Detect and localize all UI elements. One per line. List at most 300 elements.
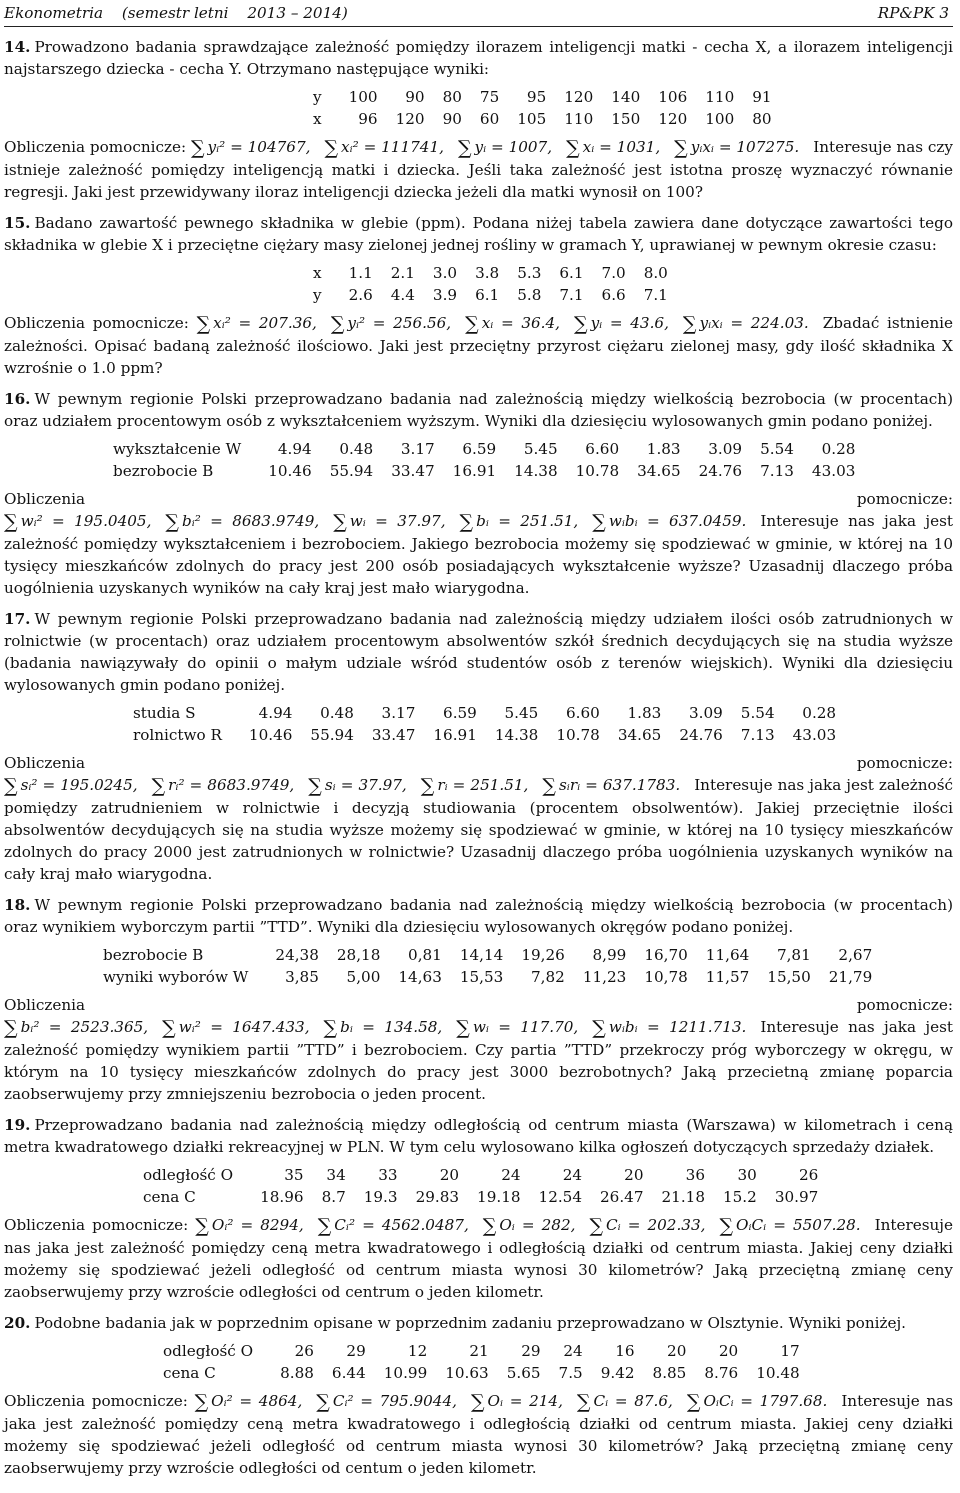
header-years: 2013 – 2014) [247, 4, 348, 22]
sum-icon: ∑ [333, 511, 347, 533]
row-label: bezrobocie B [113, 462, 214, 480]
sum-expression [195, 1215, 304, 1237]
table-cell: 100 [348, 88, 378, 106]
table-cell: 33 [378, 1166, 398, 1184]
table-cell: 0,81 [408, 946, 442, 964]
sum-value: yᵢxᵢ = 224.03. [699, 314, 809, 332]
table-row [304, 86, 781, 108]
table-cell: 7.13 [740, 726, 775, 744]
table-cell: 4.4 [390, 286, 415, 304]
table-cell: 3,85 [285, 968, 319, 986]
sum-expression [162, 1017, 310, 1039]
table-cell: 8.76 [704, 1364, 739, 1382]
calc-label: Obliczenia pomocnicze: [4, 754, 953, 772]
sum-value: Oᵢ = 214, [487, 1392, 563, 1410]
table-cell: 14,14 [459, 946, 504, 964]
sum-value: bᵢ² = 8683.9749, [181, 512, 320, 530]
table-cell: 1.83 [627, 704, 662, 722]
table-cell: 8.88 [280, 1364, 314, 1382]
sum-value: wᵢbᵢ = 1211.713. [608, 1018, 747, 1036]
table-cell: 5.45 [504, 704, 539, 722]
table-cell: 15.2 [722, 1188, 757, 1206]
row-label: wyniki wyborów W [103, 968, 249, 986]
problem-number: 15. [4, 214, 31, 232]
table-cell: 80 [752, 110, 772, 128]
row-label: y [313, 286, 322, 304]
table-cell: 95 [526, 88, 547, 106]
sum-value: OᵢCᵢ = 5507.28. [736, 1216, 861, 1234]
sum-value: Oᵢ = 282, [499, 1216, 576, 1234]
sum-expression [323, 1017, 443, 1039]
table-cell: 43.03 [811, 462, 856, 480]
table-cell: 6.60 [566, 704, 600, 722]
problem-intro [4, 212, 953, 256]
table-row [304, 262, 677, 284]
table-cell: 6.59 [462, 440, 497, 458]
table-cell: 14.38 [514, 462, 558, 480]
table-cell: 34.65 [637, 462, 681, 480]
sum-value: Oᵢ² = 4864, [211, 1392, 303, 1410]
table-cell: 19.3 [363, 1188, 398, 1206]
sum-icon: ∑ [165, 511, 179, 533]
table-cell: 43.03 [792, 726, 837, 744]
table-cell: 3.9 [432, 286, 458, 304]
calculations [4, 312, 953, 379]
sum-icon: ∑ [317, 1215, 332, 1237]
table-cell: 14,63 [398, 968, 442, 986]
table-cell: 35 [284, 1166, 304, 1184]
sum-icon: ∑ [482, 1215, 497, 1237]
table-cell: 33.47 [371, 726, 416, 744]
table-cell: 26.47 [600, 1188, 644, 1206]
table-cell: 55.94 [329, 462, 374, 480]
sum-value: sᵢ = 37.97, [324, 776, 407, 794]
calc-label: Obliczenia pomocnicze: [4, 138, 187, 156]
sum-icon: ∑ [151, 775, 166, 797]
sum-icon: ∑ [457, 137, 472, 159]
problem-text: Podobne badania jak w poprzednim opisane w poprzednim zadaniu przeprowadzano w Olsztynie. Wyniki poniżej. [34, 1314, 906, 1332]
sum-value: xᵢ = 1031, [582, 138, 661, 156]
table-cell: 29 [521, 1342, 541, 1360]
sum-icon: ∑ [589, 1215, 604, 1237]
sum-icon: ∑ [316, 1391, 330, 1413]
problem-intro [4, 608, 953, 696]
row-label: rolnictwo R [133, 726, 222, 744]
table-cell: 34 [326, 1166, 346, 1184]
table-cell: 3.09 [688, 704, 723, 722]
problem-question: Interesuje nas jaka jest zależność pomiędzy ceną metra kwadratowego i odległością działki od centrum miasta. Jakiej ceny działki możemy się spodziewać jeżeli odległość od centrum miasta wynosi 30 kilometrów? Jaką przeciętną zmianę ceny zaobserwujemy przy wzroście odległości od centrum o jeden kilometr. [4, 1216, 953, 1301]
table-row [104, 438, 864, 460]
table-cell: 9.42 [600, 1364, 635, 1382]
table-row [134, 1164, 827, 1186]
table-cell: 5.8 [517, 286, 542, 304]
sum-expression [682, 313, 809, 335]
table-cell: 96 [358, 110, 378, 128]
table-cell: 7.0 [601, 264, 626, 282]
calc-label: Obliczenia pomocnicze: [4, 490, 953, 508]
table-cell: 106 [658, 88, 688, 106]
calculations [4, 752, 953, 885]
table-cell: 20 [667, 1342, 687, 1360]
problem-number: 16. [4, 390, 31, 408]
table-cell: 0.48 [320, 704, 354, 722]
table-cell: 3.17 [381, 704, 416, 722]
table-cell: 26 [294, 1342, 314, 1360]
sum-value: Cᵢ² = 795.9044, [332, 1392, 457, 1410]
row-label: studia S [133, 704, 196, 722]
table-row [104, 460, 864, 482]
sum-value: rᵢ² = 8683.9749, [168, 776, 295, 794]
table-cell: 24,38 [275, 946, 319, 964]
table-cell: 0.48 [339, 440, 374, 458]
sum-value: yᵢ² = 256.56, [347, 314, 452, 332]
data-table [304, 86, 781, 130]
sum-expression [420, 775, 529, 797]
table-cell: 16,70 [644, 946, 688, 964]
problem-text: Prowadzono badania sprawdzające zależność pomiędzy ilorazem inteligencji matki - cecha X, a ilorazem inteligencji najstarszego dziecka - cecha Y. Otrzymano następujące wyniki: [4, 38, 953, 78]
table-row [154, 1340, 809, 1362]
sum-value: OᵢCᵢ = 1797.68. [703, 1392, 828, 1410]
sum-expression [592, 511, 747, 533]
table-cell: 120 [564, 88, 594, 106]
sum-expression [316, 1391, 457, 1413]
table-cell: 120 [658, 110, 688, 128]
sum-icon: ∑ [162, 1017, 176, 1039]
table-cell: 14.38 [494, 726, 539, 744]
calculations [4, 136, 953, 203]
table-cell: 6.1 [559, 264, 584, 282]
sum-icon: ∑ [574, 313, 588, 335]
row-label: odległość O [143, 1166, 234, 1184]
table-cell: 120 [395, 110, 425, 128]
table-cell: 3.17 [400, 440, 435, 458]
problem-text: Badano zawartość pewnego składnika w glebie (ppm). Podana niżej tabela zawiera dane dotyczące zawartości tego składnika w glebie X i przeciętne ciężary masy zielonej jednej rośliny w gramach Y, uprawianej w pewnym okresie czasu: [4, 214, 953, 254]
table-cell: 10.78 [575, 462, 620, 480]
sum-expression [165, 511, 320, 533]
table-cell: 3.0 [432, 264, 458, 282]
table-cell: 6.44 [331, 1364, 366, 1382]
problem-6 [4, 1312, 953, 1479]
sum-value: yᵢ² = 104767, [207, 138, 311, 156]
problem-intro [4, 894, 953, 938]
sum-icon: ∑ [324, 137, 339, 159]
table-cell: 7.1 [559, 286, 584, 304]
sum-icon: ∑ [592, 1017, 606, 1039]
table-cell: 90 [442, 110, 462, 128]
table-cell: 2.1 [390, 264, 415, 282]
sum-value: Cᵢ = 202.33, [606, 1216, 706, 1234]
row-label: y [313, 88, 322, 106]
table-cell: 140 [611, 88, 641, 106]
problem-number: 14. [4, 38, 31, 56]
row-label: cena C [143, 1188, 196, 1206]
calc-label: Obliczenia pomocnicze: [4, 1392, 188, 1410]
problem-0 [4, 36, 953, 203]
table-cell: 11,23 [582, 968, 627, 986]
sum-value: xᵢ² = 207.36, [213, 314, 317, 332]
table-cell: 16.91 [452, 462, 497, 480]
row-label: wykształcenie W [113, 440, 242, 458]
problem-question: Zbadać istnienie zależności. Opisać badaną zależność ilościowo. Jaki jest przeciętny przyrost ciężaru zielonej masy, gdy ilość składnika X wzrośnie o 1.0 ppm? [4, 314, 954, 377]
sum-expression [196, 313, 317, 335]
sum-value: yᵢ = 1007, [474, 138, 553, 156]
table-cell: 60 [479, 110, 500, 128]
table-cell: 91 [752, 88, 772, 106]
table-cell: 150 [611, 110, 641, 128]
table-cell: 20 [439, 1166, 460, 1184]
table-cell: 1.1 [348, 264, 373, 282]
table-cell: 5.65 [506, 1364, 541, 1382]
data-table [154, 1340, 809, 1384]
sum-value: xᵢ = 36.4, [481, 314, 561, 332]
sum-value: wᵢ = 37.97, [349, 512, 446, 530]
sum-value: Cᵢ² = 4562.0487, [334, 1216, 469, 1234]
table-cell: 4.94 [258, 704, 293, 722]
table-cell: 21.18 [661, 1188, 705, 1206]
table-cell: 6.6 [601, 286, 626, 304]
sum-value: wᵢ² = 195.0405, [20, 512, 152, 530]
table-cell: 8.7 [321, 1188, 346, 1206]
sum-icon: ∑ [686, 1391, 701, 1413]
table-cell: 110 [705, 88, 735, 106]
sum-icon: ∑ [196, 313, 211, 335]
problem-question: Interesuje nas jaka jest zależność pomiędzy wynikiem partii ”TTD” i bezrobociem. Czy partia ”TTD” przekroczy próg wyborczegy w okręgu, w którym na 10 tysięcy mieszkańców zdolnych do pracy jest 3000 bezrobotnych? Jaką przecietną zmianę poparcia zaobserwujemy przy zmniejszeniu bezrobocia o jeden procent. [4, 1018, 953, 1103]
table-cell: 24 [562, 1166, 583, 1184]
sum-icon: ∑ [194, 1391, 209, 1413]
sum-expression [190, 137, 311, 159]
problem-3 [4, 608, 953, 885]
table-cell: 24.76 [679, 726, 723, 744]
sum-value: xᵢ² = 111741, [341, 138, 444, 156]
problem-4 [4, 894, 953, 1105]
table-cell: 8.85 [652, 1364, 687, 1382]
table-cell: 11,57 [705, 968, 750, 986]
sum-expression [589, 1215, 706, 1237]
problem-intro [4, 1114, 953, 1158]
table-cell: 24 [563, 1342, 583, 1360]
sum-icon: ∑ [542, 775, 556, 797]
calc-label: Obliczenia pomocnicze: [4, 314, 189, 332]
table-row [134, 1186, 827, 1208]
table-cell: 12 [407, 1342, 428, 1360]
sum-value: yᵢxᵢ = 107275. [690, 138, 800, 156]
table-cell: 10,78 [644, 968, 688, 986]
table-cell: 29 [346, 1342, 366, 1360]
table-cell: 7.5 [558, 1364, 583, 1382]
row-label: odległość O [163, 1342, 254, 1360]
sum-expression [542, 775, 681, 797]
problem-intro [4, 1312, 953, 1334]
sum-expression [686, 1391, 828, 1413]
table-cell: 21 [469, 1342, 489, 1360]
sum-expression [719, 1215, 861, 1237]
table-cell: 19,26 [521, 946, 565, 964]
problem-text: W pewnym regionie Polski przeprowadzano badania nad zależnością między wielkością bezrobocia (w procentach) oraz wynikiem wyborczym partii ”TTD”. Wyniki dla dziesięciu wylosowanych okręgów podano poniżej. [4, 896, 953, 936]
sum-expression [4, 1017, 149, 1039]
sum-icon: ∑ [4, 511, 18, 533]
row-label: x [313, 110, 322, 128]
table-cell: 8,99 [592, 946, 627, 964]
table-cell: 10.63 [445, 1364, 489, 1382]
sum-expression [308, 775, 407, 797]
table-cell: 100 [705, 110, 735, 128]
sum-expression [465, 313, 561, 335]
problem-question: Interesuje nas czy istnieje zależność pomiędzy inteligencją matki i dziecka. Jeśli taka zależność jest istotna proszę wyznaczyć równanie regresji. Jaki jest przewidywany iloraz inteligencji dziecka jeżeli dla matki wynosił on 100? [4, 138, 953, 201]
problem-number: 17. [4, 610, 31, 628]
sum-expression [574, 313, 669, 335]
table-cell: 7.13 [760, 462, 794, 480]
sum-expression [482, 1215, 576, 1237]
sum-expression [470, 1391, 563, 1413]
sum-icon: ∑ [4, 775, 18, 797]
sum-icon: ∑ [420, 775, 435, 797]
table-cell: 33.47 [391, 462, 435, 480]
table-cell: 8.0 [643, 264, 668, 282]
table-cell: 0.28 [802, 704, 837, 722]
sum-icon: ∑ [323, 1017, 338, 1039]
sum-icon: ∑ [566, 137, 580, 159]
sum-icon: ∑ [4, 1017, 18, 1039]
sum-value: yᵢ = 43.6, [590, 314, 669, 332]
sum-icon: ∑ [459, 511, 474, 533]
table-cell: 24 [501, 1166, 521, 1184]
sum-expression [4, 775, 138, 797]
sum-expression [674, 137, 800, 159]
calculations [4, 488, 953, 599]
sum-expression [459, 511, 579, 533]
calculations [4, 994, 953, 1105]
sum-expression [151, 775, 295, 797]
sum-icon: ∑ [195, 1215, 209, 1237]
table-row [124, 724, 845, 746]
sum-value: Cᵢ = 87.6, [593, 1392, 673, 1410]
table-cell: 105 [517, 110, 547, 128]
sum-icon: ∑ [190, 137, 205, 159]
sum-expression [576, 1391, 673, 1413]
sum-value: wᵢ² = 1647.433, [178, 1018, 310, 1036]
table-cell: 2.6 [348, 286, 373, 304]
table-cell: 10.99 [383, 1364, 428, 1382]
header-authors: RP&PK 3 [877, 4, 949, 22]
table-cell: 20 [624, 1166, 644, 1184]
problem-text: W pewnym regionie Polski przeprowadzano badania nad zależnością między udziałem ilości osób zatrudnionych w rolnictwie (w procentach) oraz udziałem procentowym absolwentów szkół średnich decydujących się na studia wyższe (badania nawiązywały do opinii o małym udziale wśród studentów osób z terenów wiejskich). Wyniki dla dziesięciu wylosowanych gmin podano poniżej. [4, 610, 953, 694]
sum-icon: ∑ [719, 1215, 734, 1237]
table-cell: 75 [479, 88, 500, 106]
table-row [94, 966, 881, 988]
table-cell: 10.78 [556, 726, 600, 744]
problem-intro [4, 388, 953, 432]
table-row [154, 1362, 809, 1384]
table-cell: 6.59 [443, 704, 477, 722]
header-semester: (semestr letni [121, 4, 229, 22]
table-cell: 28,18 [336, 946, 381, 964]
table-cell: 0.28 [821, 440, 856, 458]
problem-number: 19. [4, 1116, 31, 1134]
table-cell: 18.96 [260, 1188, 304, 1206]
table-cell: 10.48 [756, 1364, 800, 1382]
sum-expression [194, 1391, 303, 1413]
row-label: cena C [163, 1364, 216, 1382]
sum-icon: ∑ [470, 1391, 485, 1413]
table-cell: 15,50 [767, 968, 811, 986]
problem-5 [4, 1114, 953, 1303]
sum-value: rᵢ = 251.51, [437, 776, 529, 794]
table-cell: 3.8 [475, 264, 500, 282]
problem-intro [4, 36, 953, 80]
sum-icon: ∑ [308, 775, 322, 797]
sum-expression [333, 511, 446, 533]
table-cell: 11,64 [705, 946, 750, 964]
table-cell: 7,81 [776, 946, 811, 964]
table-cell: 6.60 [585, 440, 620, 458]
problem-question: Interesuje nas jaka jest zależność pomiędzy ceną metra kwadratowego i odległością działki od centrum miasta. Jakiej ceny działki możemy się spodziewać jeżeli odległość od centrum miasta wynosi 30 kilometrów? Jaką przeciętną zmianę ceny zaobserwujemy przy wzroście odległości od centum o jeden kilometr. [4, 1392, 953, 1477]
table-cell: 80 [442, 88, 462, 106]
sum-value: bᵢ² = 2523.365, [20, 1018, 149, 1036]
problem-question: Interesuje nas jaka jest zależność pomiędzy zatrudnieniem w rolnictwie i decyzją studiowania (procentem obsolwentów). Jakiej przeciętnie ilości absolwentów decydujących się na studia wyższe możemy się spodziewać w gminie, w której na 10 tysięcy mieszkańców zdolnych do pracy 2000 jest zatrudnionych w rolnictwie? Uzasadnij dlaczego próba uogólnienia uzyskanych wyników na cały kraj mało wiarygodna. [4, 776, 954, 883]
sum-expression [324, 137, 444, 159]
table-cell: 16 [615, 1342, 635, 1360]
sum-expression [566, 137, 661, 159]
table-cell: 55.94 [310, 726, 354, 744]
table-cell: 7.1 [643, 286, 668, 304]
table-cell: 19.18 [477, 1188, 521, 1206]
sum-expression [4, 511, 152, 533]
table-cell: 17 [780, 1342, 800, 1360]
table-cell: 5.54 [760, 440, 794, 458]
table-cell: 5.3 [517, 264, 542, 282]
table-cell: 5.54 [740, 704, 775, 722]
sum-icon: ∑ [465, 313, 479, 335]
table-cell: 20 [718, 1342, 739, 1360]
table-cell: 1.83 [646, 440, 681, 458]
sum-icon: ∑ [330, 313, 345, 335]
table-cell: 36 [685, 1166, 705, 1184]
sum-value: sᵢrᵢ = 637.1783. [558, 776, 681, 794]
table-cell: 15,53 [459, 968, 504, 986]
problem-number: 20. [4, 1314, 31, 1332]
problem-list [4, 36, 953, 1479]
sum-icon: ∑ [576, 1391, 591, 1413]
table-row [304, 108, 781, 130]
table-cell: 24.76 [698, 462, 743, 480]
header-left [4, 0, 362, 26]
calculations [4, 1214, 953, 1303]
sum-value: wᵢ = 117.70, [472, 1018, 579, 1036]
table-cell: 90 [405, 88, 425, 106]
sum-expression [457, 137, 553, 159]
sum-value: sᵢ² = 195.0245, [20, 776, 138, 794]
sum-expression [330, 313, 452, 335]
table-cell: 10.46 [268, 462, 312, 480]
sum-expression [317, 1215, 469, 1237]
problem-text: Przeprowadzano badania nad zależnością między odległością od centrum miasta (Warszawa) w kilometrach i ceną metra kwadratowego działki rekreacyjnej w PLN. W tym celu wylosowano kilka ogłoszeń dotyczących sprzedaży działek. [4, 1116, 953, 1156]
table-cell: 29.83 [415, 1188, 460, 1206]
table-cell: 30 [737, 1166, 757, 1184]
table-row [304, 284, 677, 306]
problem-question: Interesuje nas jaka jest zależność pomiędzy wykształceniem i bezrobociem. Jakiego bezrobocia możemy się spodziewać w gminie, w której na 10 tysięcy mieszkańców zdolnych do pracy jest 200 osób posiadających wykształcenie wyższe? Uzasadnij dlaczego próba uogólnienia uzyskanych wyników na cały kraj jest mało wiarygodna. [4, 512, 953, 597]
table-cell: 110 [564, 110, 594, 128]
sum-value: bᵢ = 134.58, [340, 1018, 443, 1036]
table-cell: 21,79 [828, 968, 873, 986]
data-table [124, 702, 845, 746]
table-cell: 30.97 [774, 1188, 819, 1206]
table-cell: 3.09 [708, 440, 743, 458]
row-label: x [313, 264, 322, 282]
table-cell: 10.46 [248, 726, 293, 744]
page-header [4, 0, 953, 27]
calculations [4, 1390, 953, 1479]
table-cell: 26 [798, 1166, 819, 1184]
